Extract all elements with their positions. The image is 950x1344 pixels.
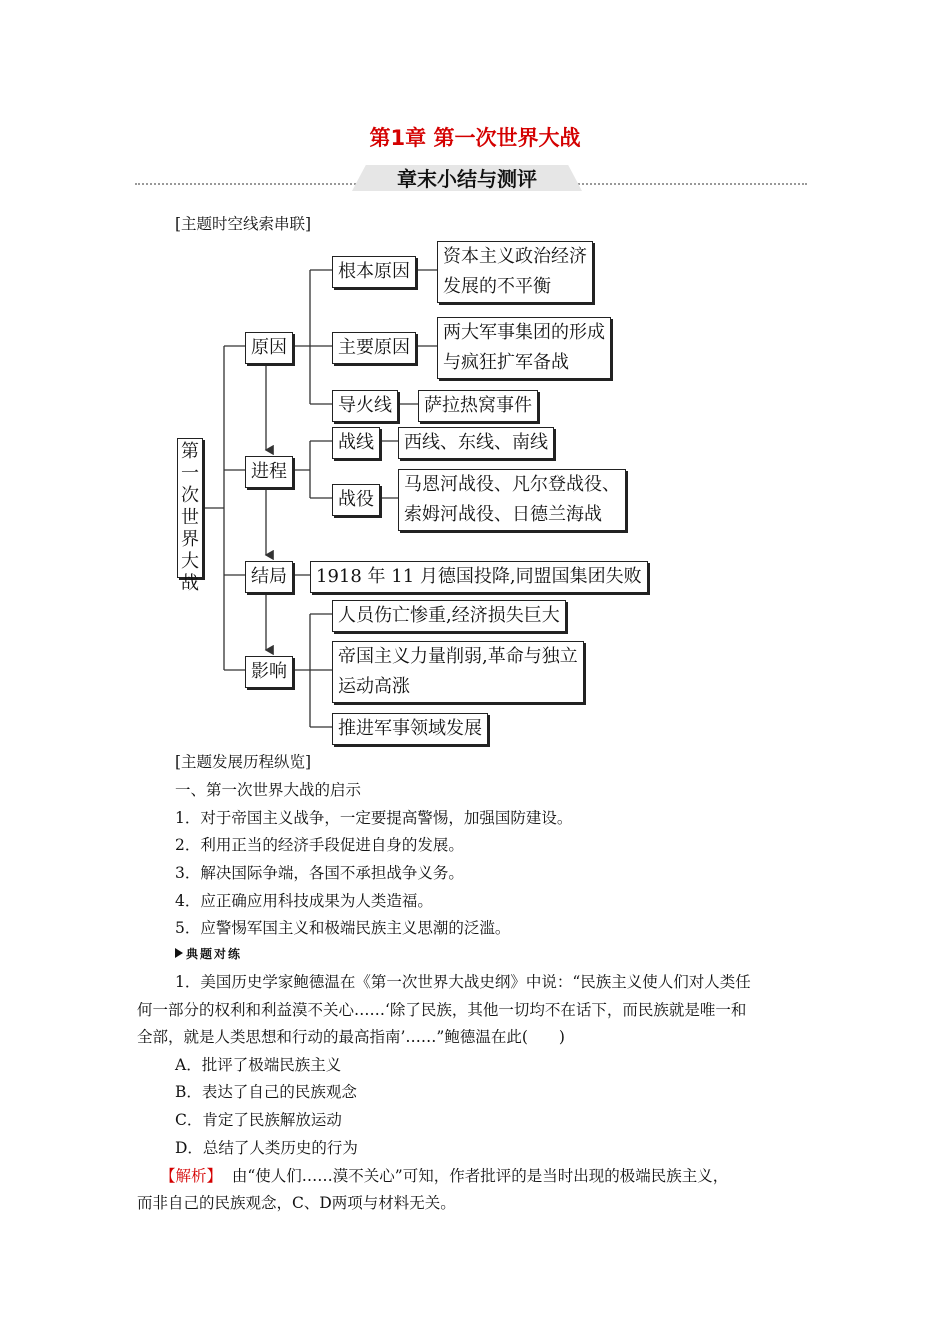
chapter-title: 第1章 第一次世界大战 [369,126,581,150]
point-3: 3．解决国际争端，各国不承担战争义务。 [175,864,464,882]
impact-3: 推进军事领域发展 [332,713,488,745]
analysis-text-1: 由“使人们……漠不关心”可知，作者批评的是当时出现的极端民族主义， [231,1167,729,1185]
cause-root-desc-line2: 发展的不平衡 [443,276,551,297]
option-c: C．肯定了民族解放运动 [175,1111,342,1129]
cause-root-desc [437,241,593,303]
practice-tag [175,945,242,962]
section-label-overview: [主题发展历程纵览] [175,753,312,771]
cause-main-desc [437,317,611,379]
stage-cause: 原因 [245,332,293,364]
question-line-1: 1．美国历史学家鲍德温在《第一次世界大战史纲》中说：“民族主义使人们对人类任 [175,973,751,991]
process-battle-desc [398,469,626,531]
stage-process: 进程 [245,456,293,488]
practice-tag-label: 典题对练 [186,947,243,961]
analysis-tag: 【解析】 [160,1167,223,1185]
cause-fuse-label: 导火线 [332,390,398,422]
question-line-2: 何一部分的权利和利益漠不关心……‘除了民族，其他一切均不在话下，而民族就是唯一和 [137,1001,747,1019]
cause-root-label: 根本原因 [332,256,416,288]
point-2: 2．利用正当的经济手段促进自身的发展。 [175,836,464,854]
analysis-line-2: 而非自己的民族观念，C、D两项与材料无关。 [137,1194,456,1212]
impact-2-line2: 运动高涨 [338,676,410,697]
cause-main-label: 主要原因 [332,332,416,364]
cause-root-desc-line1: 资本主义政治经济 [443,246,587,267]
option-b: B．表达了自己的民族观念 [175,1083,357,1101]
cause-fuse-desc: 萨拉热窝事件 [418,390,538,422]
impact-2 [332,641,584,703]
impact-2-line1: 帝国主义力量削弱,革命与独立 [338,646,578,667]
point-1: 1．对于帝国主义战争，一定要提高警惕，加强国防建设。 [175,809,573,827]
point-4: 4．应正确应用科技成果为人类造福。 [175,892,433,910]
process-battle-desc-line1: 马恩河战役、凡尔登战役、 [404,474,620,495]
process-battle-desc-line2: 索姆河战役、日德兰海战 [404,504,602,525]
process-front-desc: 西线、东线、南线 [398,427,554,459]
mindmap-root: 第一次世界大战 [177,438,203,578]
point-5: 5．应警惕军国主义和极端民族主义思潮的泛滥。 [175,919,511,937]
impact-1: 人员伤亡惨重,经济损失巨大 [332,600,566,632]
cause-main-desc-line2: 与疯狂扩军备战 [443,352,569,373]
analysis-line-1 [160,1164,728,1186]
stage-impact: 影响 [245,656,293,688]
result-desc: 1918 年 11 月德国投降,同盟国集团失败 [310,561,648,593]
stage-result: 结局 [245,561,293,593]
play-arrow-icon [175,948,183,958]
heading-inspiration: 一、第一次世界大战的启示 [175,781,362,799]
process-front-label: 战线 [332,427,380,459]
process-battle-label: 战役 [332,484,380,516]
option-d: D．总结了人类历史的行为 [175,1139,358,1157]
cause-main-desc-line1: 两大军事集团的形成 [443,322,605,343]
question-line-3: 全部，就是人类思想和行动的最高指南’……”鲍德温在此( ) [137,1028,565,1046]
section-banner: 章末小结与测评 [397,167,537,191]
option-a: A．批评了极端民族主义 [175,1056,342,1074]
section-label-timeline: [主题时空线索串联] [175,215,312,233]
